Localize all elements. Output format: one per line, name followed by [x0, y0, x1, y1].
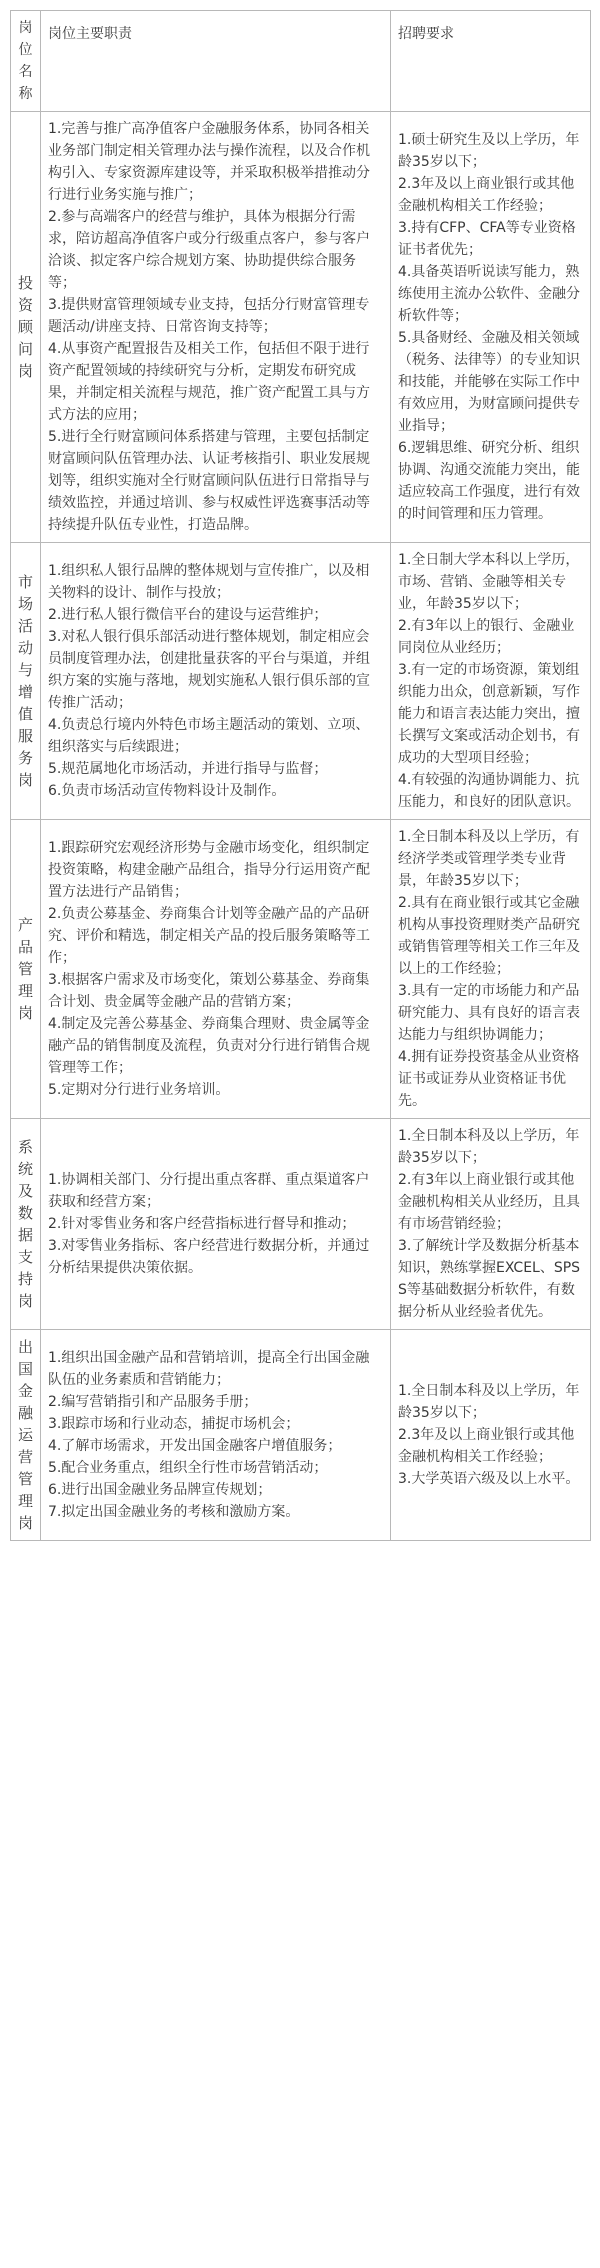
- requirements-cell: [391, 112, 591, 543]
- requirement-item: 1.全日制大学本科以上学历，市场、营销、金融等相关专业，年龄35岁以下；: [398, 552, 580, 612]
- requirement-item: 2.3年及以上商业银行或其他金融机构相关工作经验；: [398, 176, 575, 214]
- duty-item: 5.规范属地化市场活动，并进行指导与监督；: [48, 761, 328, 777]
- duties-cell: [41, 543, 391, 820]
- position-name: 市 场 活 动 与 增 值 服 务 岗: [11, 543, 41, 820]
- position-name: 出 国 金 融 运 营 管 理 岗: [11, 1330, 41, 1541]
- requirement-item: 3.了解统计学及数据分析基本知识，熟练掌握EXCEL、SPSS等基础数据分析软件，有数据分析从业经验者优先。: [398, 1238, 581, 1320]
- requirements-cell: [391, 820, 591, 1119]
- requirement-item: 1.全日制本科及以上学历，年龄35岁以下；: [398, 1128, 580, 1166]
- duties-cell: [41, 1330, 391, 1541]
- requirements-header: 招聘要求: [391, 11, 591, 112]
- requirements-cell: [391, 1330, 591, 1541]
- duties-cell: [41, 112, 391, 543]
- requirement-item: 4.拥有证券投资基金从业资格证书或证券从业资格证书优先。: [398, 1049, 580, 1109]
- job-rows: [11, 112, 591, 1541]
- job-row: [11, 543, 591, 820]
- duty-item: 5.配合业务重点，组织全行性市场营销活动；: [48, 1460, 328, 1476]
- duty-item: 7.拟定出国金融业务的考核和激励方案。: [48, 1504, 300, 1520]
- duty-item: 3.根据客户需求及市场变化，策划公募基金、券商集合计划、贵金属等金融产品的营销方案；: [48, 972, 370, 1010]
- duty-item: 3.对私人银行俱乐部活动进行整体规划，制定相应会员制度管理办法，创建批量获客的平台与渠道，并组织方案的实施与落地，规划实施私人银行俱乐部的宣传推广活动；: [48, 629, 370, 711]
- duty-item: 6.进行出国金融业务品牌宣传规划；: [48, 1482, 272, 1498]
- job-table: [10, 10, 591, 1541]
- requirement-item: 5.具备财经、金融及相关领域（税务、法律等）的专业知识和技能，并能够在实际工作中有效应用，为财富顾问提供专业指导；: [398, 330, 580, 434]
- requirement-item: 2.有3年以上商业银行或其他金融机构相关从业经历，且具有市场营销经验；: [398, 1172, 580, 1232]
- duty-item: 2.负责公募基金、券商集合计划等金融产品的产品研究、评价和精选，制定相关产品的投后服务策略等工作；: [48, 906, 370, 966]
- position-name: 投 资 顾 问 岗: [11, 112, 41, 543]
- duty-item: 1.组织私人银行品牌的整体规划与宣传推广，以及相关物料的设计、制作与投放；: [48, 563, 370, 601]
- requirement-item: 1.全日制本科及以上学历，年龄35岁以下；: [398, 1383, 580, 1421]
- duty-item: 5.定期对分行进行业务培训。: [48, 1082, 230, 1098]
- duty-item: 2.针对零售业务和客户经营指标进行督导和推动；: [48, 1216, 356, 1232]
- requirement-item: 1.全日制本科及以上学历，有经济学类或管理学类专业背景，年龄35岁以下；: [398, 829, 580, 889]
- job-row: [11, 1119, 591, 1330]
- duty-item: 1.组织出国金融产品和营销培训，提高全行出国金融队伍的业务素质和营销能力；: [48, 1350, 370, 1388]
- duty-item: 6.负责市场活动宣传物料设计及制作。: [48, 783, 286, 799]
- requirement-item: 3.具有一定的市场能力和产品研究能力、具有良好的语言表达能力与组织协调能力；: [398, 983, 580, 1043]
- requirements-cell: [391, 1119, 591, 1330]
- duty-item: 2.参与高端客户的经营与维护，具体为根据分行需求，陪访超高净值客户或分行级重点客户，参与客户洽谈、拟定客户综合规划方案、协助提供综合服务等；: [48, 209, 370, 291]
- position-name: 系 统 及 数 据 支 持 岗: [11, 1119, 41, 1330]
- job-row: [11, 1330, 591, 1541]
- requirements-cell: [391, 543, 591, 820]
- requirement-item: 2.3年及以上商业银行或其他金融机构相关工作经验；: [398, 1427, 575, 1465]
- requirement-item: 4.有较强的沟通协调能力、抗压能力，和良好的团队意识。: [398, 772, 580, 810]
- requirement-item: 6.逻辑思维、研究分析、组织协调、沟通交流能力突出，能适应较高工作强度，进行有效的时间管理和压力管理。: [398, 440, 580, 522]
- duties-cell: [41, 1119, 391, 1330]
- duty-item: 1.协调相关部门、分行提出重点客群、重点渠道客户获取和经营方案；: [48, 1172, 370, 1210]
- requirement-item: 1.硕士研究生及以上学历，年龄35岁以下；: [398, 132, 580, 170]
- position-name-header: 岗 位 名 称: [11, 11, 41, 112]
- duty-item: 4.负责总行境内外特色市场主题活动的策划、立项、组织落实与后续跟进；: [48, 717, 370, 755]
- requirement-item: 2.有3年以上的银行、金融业同岗位从业经历；: [398, 618, 575, 656]
- header-row: [11, 11, 591, 112]
- duty-item: 1.跟踪研究宏观经济形势与金融市场变化，组织制定投资策略，构建金融产品组合，指导分行运用资产配置方法进行产品销售；: [48, 840, 370, 900]
- duties-header: 岗位主要职责: [41, 11, 391, 112]
- duty-item: 4.了解市场需求，开发出国金融客户增值服务；: [48, 1438, 342, 1454]
- duty-item: 2.编写营销指引和产品服务手册；: [48, 1394, 258, 1410]
- requirement-item: 3.持有CFP、CFA等专业资格证书者优先；: [398, 220, 576, 258]
- requirement-item: 3.有一定的市场资源，策划组织能力出众，创意新颖，写作能力和语言表达能力突出，擅长撰写文案或活动企划书，有成功的大型项目经验；: [398, 662, 580, 766]
- duty-item: 2.进行私人银行微信平台的建设与运营维护；: [48, 607, 328, 623]
- duty-item: 3.对零售业务指标、客户经营进行数据分析，并通过分析结果提供决策依据。: [48, 1238, 370, 1276]
- duty-item: 5.进行全行财富顾问体系搭建与管理，主要包括制定财富顾问队伍管理办法、认证考核指引、职业发展规划等，组织实施对全行财富顾问队伍进行日常指导与绩效监控，并通过培训、参与权威性评选赛事活动等持续提升队伍专业性，打造品牌。: [48, 429, 370, 533]
- duty-item: 4.制定及完善公募基金、券商集合理财、贵金属等金融产品的销售制度及流程，负责对分行进行销售合规管理等工作；: [48, 1016, 370, 1076]
- requirement-item: 2.具有在商业银行或其它金融机构从事投资理财类产品研究或销售管理等相关工作三年及以上的工作经验；: [398, 895, 580, 977]
- job-row: [11, 820, 591, 1119]
- duty-item: 1.完善与推广高净值客户金融服务体系，协同各相关业务部门制定相关管理办法与操作流程，以及合作机构引入、专家资源库建设等，并采取积极举措推动分行进行业务实施与推广；: [48, 121, 370, 203]
- duty-item: 3.提供财富管理领域专业支持，包括分行财富管理专题活动/讲座支持、日常咨询支持等；: [48, 297, 370, 335]
- position-name: 产 品 管 理 岗: [11, 820, 41, 1119]
- duty-item: 3.跟踪市场和行业动态，捕捉市场机会；: [48, 1416, 300, 1432]
- job-row: [11, 112, 591, 543]
- duty-item: 4.从事资产配置报告及相关工作，包括但不限于进行资产配置领域的持续研究与分析，定期发布研究成果，并制定相关流程与规范，推广资产配置工具与方式方法的应用；: [48, 341, 370, 423]
- requirement-item: 3.大学英语六级及以上水平。: [398, 1471, 580, 1487]
- requirement-item: 4.具备英语听说读写能力，熟练使用主流办公软件、金融分析软件等；: [398, 264, 580, 324]
- duties-cell: [41, 820, 391, 1119]
